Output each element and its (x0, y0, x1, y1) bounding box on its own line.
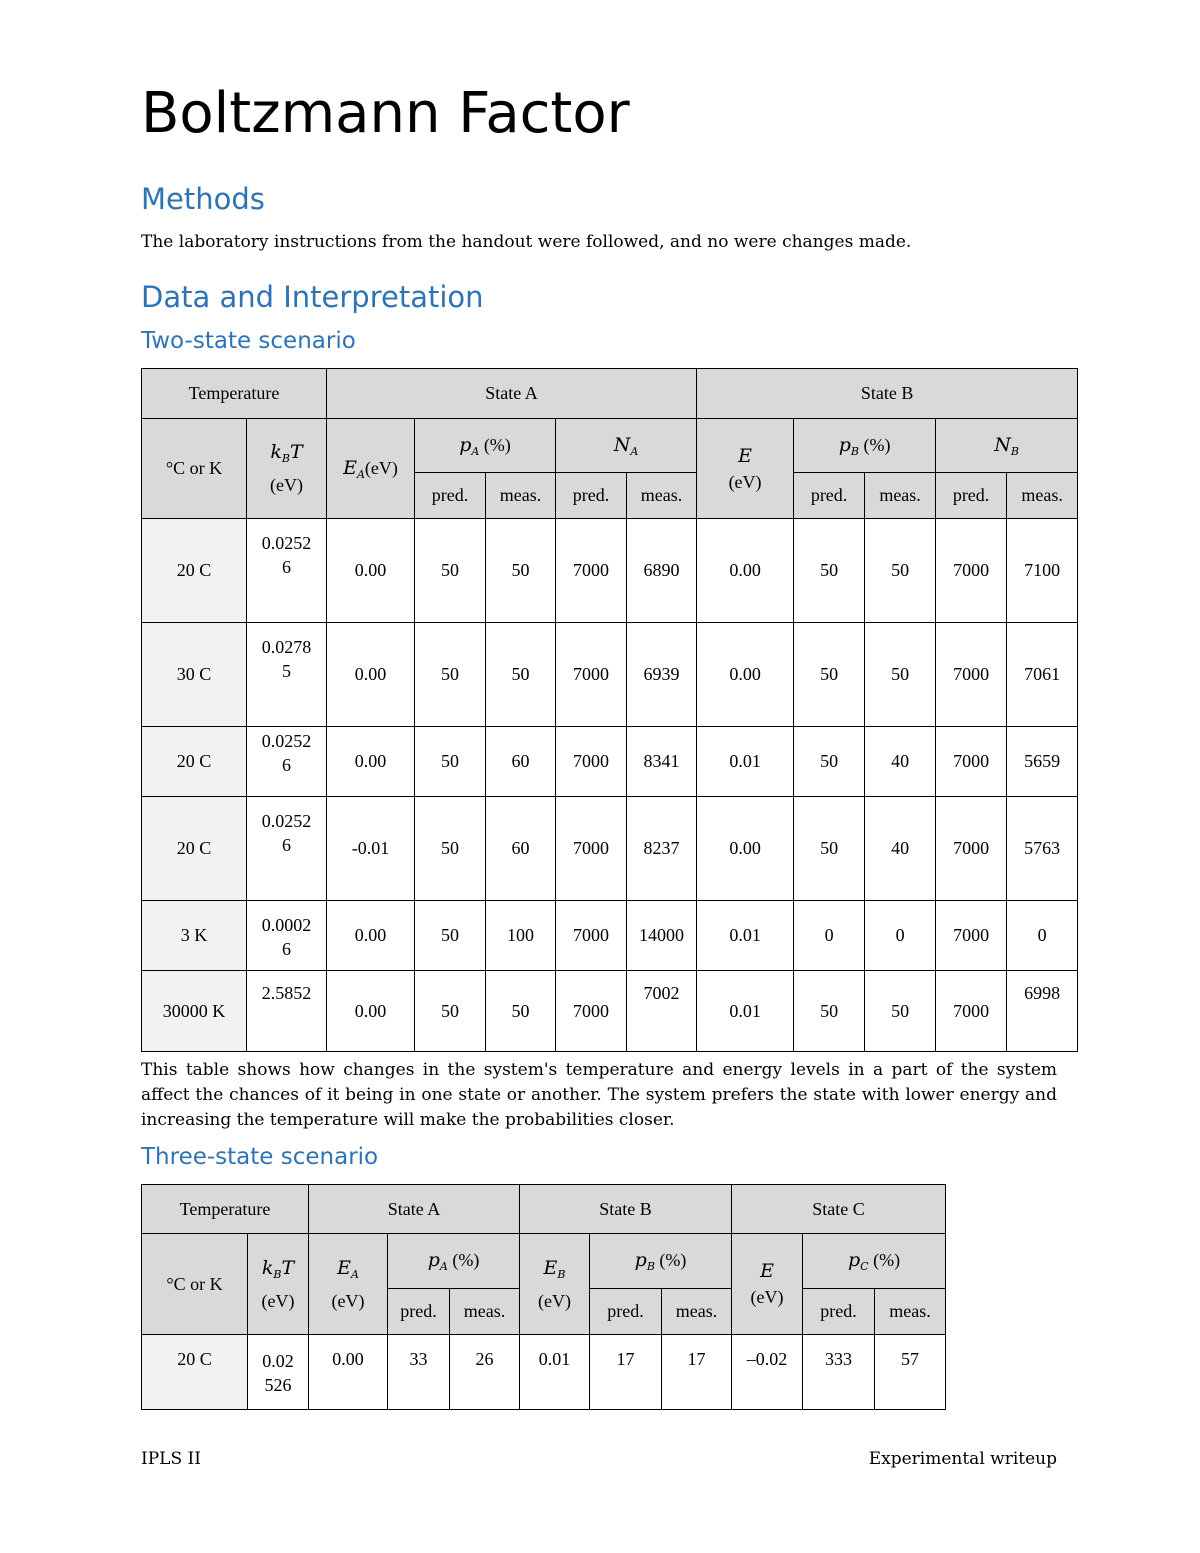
three-state-table (141, 1184, 946, 1410)
pb-unit: (%) (659, 1250, 687, 1270)
ec-cell: –0.02 (732, 1335, 803, 1410)
nb-meas-cell: 6998 (1007, 971, 1078, 1052)
pa-meas-cell: 60 (486, 797, 556, 901)
pb-meas-cell: 50 (865, 519, 936, 623)
temp-cell: 30000 K (142, 971, 247, 1052)
pa-pred-header: pred. (388, 1289, 450, 1335)
eb-header (520, 1234, 590, 1335)
kbt-unit: (eV) (270, 475, 303, 495)
kbt-symbol: k (261, 1256, 274, 1279)
kbt-cell: 0.0002 6 (247, 901, 327, 971)
three-state-heading: Three-state scenario (141, 1144, 379, 1170)
na-meas-cell: 6890 (627, 519, 697, 623)
state-c-header: State C (732, 1185, 946, 1234)
pb-meas-cell: 40 (865, 727, 936, 797)
nb-pred-cell: 7000 (936, 623, 1007, 727)
na-meas-cell: 6939 (627, 623, 697, 727)
state-b-header: State B (697, 369, 1078, 419)
pb-meas-cell: 50 (865, 623, 936, 727)
nb-symbol: N (994, 433, 1011, 456)
nb-pred-cell: 7000 (936, 727, 1007, 797)
na-pred-cell: 7000 (556, 901, 627, 971)
state-b-header: State B (520, 1185, 732, 1234)
methods-text: The laboratory instructions from the handout were followed, and no were changes made. (141, 232, 912, 252)
pb-meas-header: meas. (865, 473, 936, 519)
table-row (142, 623, 1078, 727)
pa-pred-cell: 50 (415, 971, 486, 1052)
kbt-t: T (289, 441, 303, 463)
na-symbol: N (613, 433, 631, 456)
kbt-subscript: B (281, 452, 290, 465)
nb-meas-header: meas. (1007, 473, 1078, 519)
temp-cell: 20 C (142, 1335, 248, 1410)
pa-meas-cell: 50 (486, 623, 556, 727)
pa-pred-header: pred. (415, 473, 486, 519)
na-subscript: A (630, 444, 639, 458)
table-subheader-row (142, 1234, 946, 1289)
kbt-t: T (281, 1256, 295, 1279)
pb-pred-cell: 50 (794, 727, 865, 797)
pa-symbol: p (427, 1249, 440, 1271)
ea-cell: 0.00 (309, 1335, 388, 1410)
table-header-row (142, 1185, 946, 1234)
nb-meas-cell: 0 (1007, 901, 1078, 971)
nb-meas-cell: 7100 (1007, 519, 1078, 623)
na-meas-header: meas. (627, 473, 697, 519)
footer-right: Experimental writeup (868, 1449, 1057, 1469)
nb-pred-cell: 7000 (936, 901, 1007, 971)
nb-meas-cell: 5763 (1007, 797, 1078, 901)
pa-pred-cell: 50 (415, 727, 486, 797)
eb-cell: 0.00 (697, 623, 794, 727)
pc-header (803, 1234, 946, 1289)
pa-subscript: A (471, 444, 480, 458)
kbt-symbol: k (270, 441, 282, 463)
na-pred-cell: 7000 (556, 519, 627, 623)
kbt-unit: (eV) (261, 1290, 295, 1311)
kbt-subscript: B (273, 1267, 282, 1281)
ea-cell: -0.01 (327, 797, 415, 901)
pa-meas-cell: 60 (486, 727, 556, 797)
nb-header (936, 419, 1078, 473)
footer-left: IPLS II (141, 1449, 201, 1469)
pb-pred-cell: 50 (794, 623, 865, 727)
pa-header (415, 419, 556, 473)
pb-symbol: p (838, 433, 851, 456)
pb-symbol: p (634, 1249, 647, 1271)
temperature-header: Temperature (142, 1185, 309, 1234)
pa-meas-cell: 50 (486, 519, 556, 623)
ec-symbol: E (760, 1260, 774, 1282)
pb-header (794, 419, 936, 473)
nb-subscript: B (1010, 444, 1019, 458)
pb-meas-header: meas. (662, 1289, 732, 1335)
na-meas-cell: 8237 (627, 797, 697, 901)
kbt-header (248, 1234, 309, 1335)
kbt-header (247, 419, 327, 519)
nb-pred-cell: 7000 (936, 797, 1007, 901)
nb-pred-cell: 7000 (936, 971, 1007, 1052)
pa-subscript: A (439, 1260, 448, 1273)
pb-header (590, 1234, 732, 1289)
nb-pred-cell: 7000 (936, 519, 1007, 623)
pa-pred-cell: 50 (415, 519, 486, 623)
pa-pred-cell: 50 (415, 901, 486, 971)
ea-unit: (eV) (331, 1290, 365, 1311)
na-pred-header: pred. (556, 473, 627, 519)
na-meas-cell: 8341 (627, 727, 697, 797)
eb-cell: 0.01 (520, 1335, 590, 1410)
pb-meas-cell: 50 (865, 971, 936, 1052)
pa-unit: (%) (452, 1250, 480, 1270)
ea-subscript: A (356, 467, 365, 481)
temp-cell: 20 C (142, 727, 247, 797)
pa-meas-header: meas. (486, 473, 556, 519)
pb-subscript: B (850, 444, 859, 458)
kbt-cell: 0.0278 5 (247, 623, 327, 727)
temp-cell: 30 C (142, 623, 247, 727)
eb-cell: 0.00 (697, 797, 794, 901)
ea-cell: 0.00 (327, 901, 415, 971)
temp-unit-header: °C or K (142, 1234, 248, 1335)
pb-meas-cell: 0 (865, 901, 936, 971)
pc-meas-cell: 57 (875, 1335, 946, 1410)
ea-unit: (eV) (364, 457, 398, 478)
ea-cell: 0.00 (327, 519, 415, 623)
table-row (142, 797, 1078, 901)
pb-pred-header: pred. (794, 473, 865, 519)
ea-header (309, 1234, 388, 1335)
eb-cell: 0.01 (697, 901, 794, 971)
two-state-heading: Two-state scenario (141, 328, 356, 354)
table-row (142, 1335, 946, 1410)
pa-pred-cell: 33 (388, 1335, 450, 1410)
eb-cell: 0.01 (697, 971, 794, 1052)
nb-pred-header: pred. (936, 473, 1007, 519)
ea-cell: 0.00 (327, 727, 415, 797)
na-pred-cell: 7000 (556, 623, 627, 727)
na-meas-cell: 14000 (627, 901, 697, 971)
kbt-cell: 0.0252 6 (247, 519, 327, 623)
ea-header (327, 419, 415, 519)
document-title: Boltzmann Factor (141, 81, 630, 146)
pa-pred-cell: 50 (415, 797, 486, 901)
eb-symbol: E (738, 444, 752, 467)
eb-unit: (eV) (728, 471, 762, 492)
kbt-cell: 0.02 526 (248, 1335, 309, 1410)
temperature-header: Temperature (142, 369, 327, 419)
pa-meas-header: meas. (450, 1289, 520, 1335)
pb-pred-cell: 17 (590, 1335, 662, 1410)
na-pred-cell: 7000 (556, 797, 627, 901)
pc-subscript: C (860, 1260, 869, 1273)
na-pred-cell: 7000 (556, 727, 627, 797)
pb-meas-cell: 40 (865, 797, 936, 901)
ec-header (732, 1234, 803, 1335)
pb-pred-cell: 50 (794, 519, 865, 623)
na-header (556, 419, 697, 473)
pa-pred-cell: 50 (415, 623, 486, 727)
pa-meas-cell: 50 (486, 971, 556, 1052)
pb-pred-header: pred. (590, 1289, 662, 1335)
pa-meas-cell: 100 (486, 901, 556, 971)
ea-symbol: E (337, 1256, 351, 1279)
methods-heading: Methods (141, 182, 265, 216)
temp-cell: 20 C (142, 797, 247, 901)
temp-cell: 3 K (142, 901, 247, 971)
table-subheader-row (142, 419, 1078, 473)
eb-header (697, 419, 794, 519)
pc-unit: (%) (873, 1250, 901, 1270)
kbt-cell: 0.0252 6 (247, 727, 327, 797)
pc-pred-header: pred. (803, 1289, 875, 1335)
two-state-caption: This table shows how changes in the system's temperature and energy levels in a part of the system affect the chances of it being in one state or another. The system prefers the state with lower energy and increasing the temperature will make the probabilities closer. (141, 1060, 1057, 1130)
temp-unit-header: °C or K (142, 419, 247, 519)
pa-unit: (%) (483, 434, 511, 455)
nb-meas-cell: 5659 (1007, 727, 1078, 797)
ec-unit: (eV) (750, 1287, 784, 1307)
ea-subscript: A (350, 1267, 359, 1281)
pc-meas-header: meas. (875, 1289, 946, 1335)
pb-pred-cell: 50 (794, 797, 865, 901)
table-row (142, 727, 1078, 797)
ea-cell: 0.00 (327, 623, 415, 727)
pb-unit: (%) (863, 434, 891, 455)
pb-subscript: B (646, 1260, 655, 1273)
data-interpretation-heading: Data and Interpretation (141, 280, 484, 314)
pa-meas-cell: 26 (450, 1335, 520, 1410)
temp-cell: 20 C (142, 519, 247, 623)
table-header-row (142, 369, 1078, 419)
kbt-cell: 0.0252 6 (247, 797, 327, 901)
pb-meas-cell: 17 (662, 1335, 732, 1410)
eb-unit: (eV) (538, 1290, 571, 1311)
ea-symbol: E (343, 456, 357, 479)
table-row (142, 901, 1078, 971)
pb-pred-cell: 0 (794, 901, 865, 971)
eb-cell: 0.00 (697, 519, 794, 623)
state-a-header: State A (327, 369, 697, 419)
na-meas-cell: 7002 (627, 971, 697, 1052)
kbt-cell: 2.5852 (247, 971, 327, 1052)
table-row (142, 971, 1078, 1052)
table-row (142, 519, 1078, 623)
eb-symbol: E (543, 1256, 558, 1279)
two-state-table (141, 368, 1078, 1052)
na-pred-cell: 7000 (556, 971, 627, 1052)
pa-symbol: p (459, 433, 472, 456)
ea-cell: 0.00 (327, 971, 415, 1052)
nb-meas-cell: 7061 (1007, 623, 1078, 727)
pc-pred-cell: 333 (803, 1335, 875, 1410)
state-a-header: State A (309, 1185, 520, 1234)
pc-symbol: p (848, 1249, 861, 1271)
eb-cell: 0.01 (697, 727, 794, 797)
pa-header (388, 1234, 520, 1289)
eb-subscript: B (557, 1267, 566, 1281)
pb-pred-cell: 50 (794, 971, 865, 1052)
